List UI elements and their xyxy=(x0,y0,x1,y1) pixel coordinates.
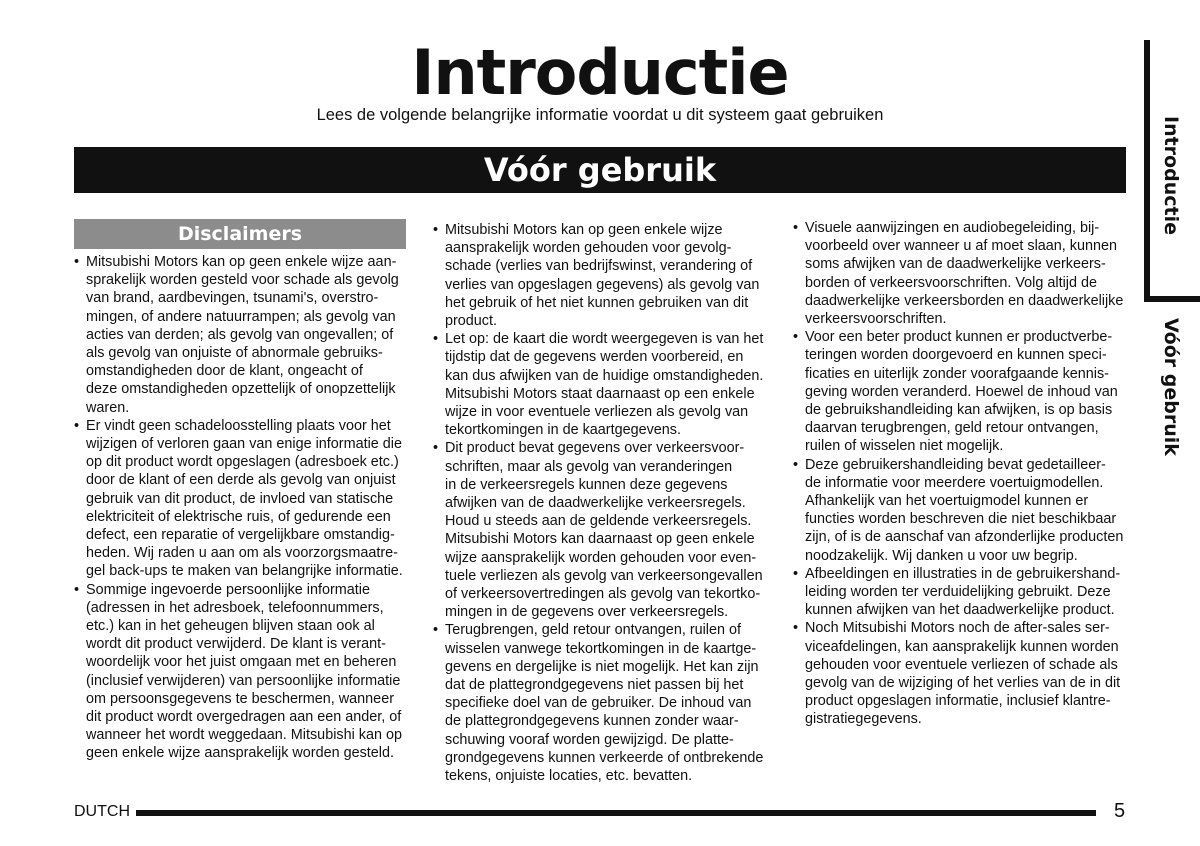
text-line: deze omstandigheden opzettelijk of onopzettelijk xyxy=(86,381,396,398)
footer-language: DUTCH xyxy=(74,803,130,820)
bullet-item xyxy=(433,439,773,621)
text-line: Afhankelijk van het voertuigmodel kunnen er xyxy=(805,493,1089,510)
text-line: heden. Wij raden u aan om als voorzorgsmaatre- xyxy=(86,545,398,562)
text-line: elektriciteit of elektrische ruis, of gedurende een xyxy=(86,508,391,525)
text-line: wanneer het wordt weggedaan. Mitsubishi kan op xyxy=(86,727,402,744)
text-line: (adressen in het adresboek, telefoonnummers, xyxy=(86,599,384,616)
column-2 xyxy=(433,221,773,785)
text-line: wisselen vanwege tekortkomingen in de kaartge- xyxy=(445,640,757,657)
text-line: wordt dit product verwijderd. De klant is verant- xyxy=(86,636,386,653)
text-line: schriften, maar als gevolg van veranderingen xyxy=(445,458,733,475)
text-line: Deze gebruikershandleiding bevat gedetailleer- xyxy=(805,456,1106,473)
column-3 xyxy=(793,219,1133,729)
text-line: tijdstip dat de gegevens werden voorbereid, en xyxy=(445,349,744,366)
text-line: kunnen afwijken van het daadwerkelijke product. xyxy=(805,602,1115,619)
text-line: Afbeeldingen en illustraties in de gebruikershand- xyxy=(805,565,1121,582)
footer-rule xyxy=(136,810,1096,816)
side-tab-voor-gebruik: Vóór gebruik xyxy=(1160,318,1182,456)
text-line: Noch Mitsubishi Motors noch de after-sales ser- xyxy=(805,620,1110,637)
text-line: als gevolg van onjuiste of abnormale gebruiks- xyxy=(86,345,383,362)
text-line: gehouden voor eventuele verliezen of schade als xyxy=(805,656,1118,673)
bullet-item xyxy=(74,581,410,763)
page-title: Introductie xyxy=(411,36,789,109)
bullet-item xyxy=(74,253,410,417)
text-line: gebruik van dit product, de invloed van statische xyxy=(86,490,394,507)
text-line: teringen worden doorgevoerd en kunnen speci- xyxy=(805,347,1107,364)
text-line: op dit product wordt opgeslagen (adresboek etc.) xyxy=(86,454,399,471)
text-line: Houd u steeds aan de geldende verkeersregels. xyxy=(445,513,752,530)
side-tab-introductie: Introductie xyxy=(1160,116,1182,235)
text-line: geving worden veranderd. Hoewel de inhoud van xyxy=(805,383,1118,400)
text-line: Visuele aanwijzingen en audiobegeleiding, bij- xyxy=(805,220,1100,236)
bullet-item xyxy=(433,621,773,785)
text-line: Let op: de kaart die wordt weergegeven is van het xyxy=(445,331,764,348)
bullet-item xyxy=(793,219,1133,328)
text-line: acties van derden; als gevolg van ongevallen; of xyxy=(86,326,394,343)
text-line: woordelijk voor het juist omgaan met en beheren xyxy=(86,654,397,671)
text-line: schuwing vooraf worden gewijzigd. De platte- xyxy=(445,731,734,748)
text-line: de plattegrondgegevens kunnen zonder waar- xyxy=(445,713,739,730)
column-1 xyxy=(74,219,410,763)
text-line: van brand, aardbevingen, tsunami's, overstro- xyxy=(86,290,379,307)
bullet-list xyxy=(793,219,1133,729)
text-line: wijze in voor eventuele verliezen als gevolg van xyxy=(445,404,749,421)
text-line: voorbeeld over wanneer u af moet slaan, kunnen xyxy=(805,238,1117,255)
text-line: gistratiegegevens. xyxy=(805,711,922,728)
text-line: product opgeslagen informatie, inclusief klantre- xyxy=(805,693,1111,710)
text-line: Sommige ingevoerde persoonlijke informatie xyxy=(86,581,370,598)
text-line: kan dus afwijken van de huidige omstandigheden. xyxy=(445,367,764,384)
text-line: verkeersvoorschriften. xyxy=(805,311,947,328)
text-line: leiding worden ter verduidelijking gebruikt. Deze xyxy=(805,584,1111,601)
text-line: sprakelijk worden gesteld voor schade als gevolg xyxy=(86,272,399,289)
text-line: mingen in de gegevens over verkeersregels. xyxy=(445,604,729,621)
text-line: gel back-ups te maken van belangrijke informatie. xyxy=(86,563,403,580)
text-line: de informatie voor meerdere voertuigmodellen. xyxy=(805,474,1104,491)
text-line: schade (verlies van bedrijfswinst, verandering of xyxy=(445,258,753,275)
text-line: Mitsubishi Motors staat daarnaast op een enkele xyxy=(445,385,755,402)
text-line: Dit product bevat gegevens over verkeersvoor- xyxy=(445,440,745,457)
text-line: mingen, of andere natuurrampen; als gevolg van xyxy=(86,308,396,325)
text-line: Mitsubishi Motors kan op geen enkele wijze xyxy=(445,222,723,238)
text-line: geen enkele wijze aansprakelijk worden gesteld. xyxy=(86,745,394,762)
bullet-item xyxy=(793,456,1133,565)
text-line: Er vindt geen schadeloosstelling plaats voor het xyxy=(86,417,391,434)
text-line: wijze aansprakelijk worden gehouden voor even- xyxy=(445,549,757,566)
text-line: omstandigheden door de klant, ongeacht of xyxy=(86,363,363,380)
text-line: dat de plattegrondgegevens niet passen bij het xyxy=(445,677,744,694)
bullet-item xyxy=(793,328,1133,455)
text-line: functies worden beschreven die niet beschikbaar xyxy=(805,511,1117,528)
text-line: daarvan terugbrengen, geld retour ontvangen, xyxy=(805,420,1099,437)
text-line: waren. xyxy=(86,399,130,416)
text-line: om persoonsgegevens te beschermen, wanneer xyxy=(86,690,394,707)
text-line: verlies van opgeslagen gegevens) als gevolg van xyxy=(445,276,760,293)
bullet-item xyxy=(793,619,1133,728)
bullet-list xyxy=(433,221,773,785)
text-line: borden of verkeersvoorschriften. Volg altijd de xyxy=(805,274,1097,291)
text-line: product. xyxy=(445,313,497,330)
bullet-item xyxy=(433,330,773,439)
text-line: gevens en dergelijke is niet mogelijk. Het kan zijn xyxy=(445,658,759,675)
text-line: aansprakelijk worden gehouden voor gevolg- xyxy=(445,240,732,257)
text-line: noodzakelijk. Wij danken u voor uw begrip. xyxy=(805,547,1078,564)
bullet-item xyxy=(74,417,410,581)
text-line: Terugbrengen, geld retour ontvangen, ruilen of xyxy=(445,622,742,639)
text-line: Voor een beter product kunnen er productverbe- xyxy=(805,329,1113,346)
side-tab-divider xyxy=(1144,296,1200,302)
page-number: 5 xyxy=(1114,800,1126,822)
text-line: zijn, of is de aanschaf van afzonderlijke producten xyxy=(805,529,1124,546)
text-line: in de verkeersregels kunnen deze gegevens xyxy=(445,476,728,493)
text-line: ruilen of wisselen niet mogelijk. xyxy=(805,438,1004,455)
text-line: de gebruikshandleiding kan afwijken, is op basis xyxy=(805,402,1113,419)
text-line: specifieke doel van de gebruiker. De inhoud van xyxy=(445,695,752,712)
bullet-item xyxy=(793,565,1133,620)
text-line: Mitsubishi Motors kan daarnaast op geen enkele xyxy=(445,531,755,548)
disclaimers-heading: Disclaimers xyxy=(74,219,406,249)
text-line: daadwerkelijke verkeersborden en daadwerkelijke xyxy=(805,292,1124,309)
text-line: tekortkomingen in de kaartgegevens. xyxy=(445,422,681,439)
text-line: het gebruik of het niet kunnen gebruiken van dit xyxy=(445,294,749,311)
text-line: tekens, onjuiste locaties, etc. bevatten. xyxy=(445,768,693,785)
text-line: afwijken van de daadwerkelijke verkeersregels. xyxy=(445,495,746,512)
side-tab-marker xyxy=(1144,40,1150,302)
text-line: tuele verliezen als gevolg van verkeersongevallen xyxy=(445,567,763,584)
text-line: viceafdelingen, kan aansprakelijk kunnen worden xyxy=(805,638,1119,655)
text-line: defect, een reparatie of vergelijkbare omstandig- xyxy=(86,527,395,544)
text-line: door de klant of een derde als gevolg van onjuist xyxy=(86,472,396,489)
section-banner: Vóór gebruik xyxy=(74,147,1126,193)
text-line: gevolg van de wijziging of het verlies van de in dit xyxy=(805,675,1121,692)
text-line: of verkeersovertredingen als gevolg van tekortko- xyxy=(445,586,761,603)
text-line: grondgegevens kunnen verkeerde of ontbrekende xyxy=(445,749,764,766)
bullet-item xyxy=(433,221,773,330)
text-line: etc.) kan in het geheugen blijven staan ook al xyxy=(86,618,375,635)
text-line: dit product wordt overgedragen aan een ander, of xyxy=(86,709,402,726)
text-line: soms afwijken van de daadwerkelijke verkeers- xyxy=(805,256,1106,273)
page-subtitle: Lees de volgende belangrijke informatie voordat u dit systeem gaat gebruiken xyxy=(316,106,884,124)
text-line: (inclusief verwijderen) van persoonlijke informatie xyxy=(86,672,401,689)
bullet-list xyxy=(74,253,410,763)
text-line: ficaties en uiterlijk zonder voorafgaande kennis- xyxy=(805,365,1109,382)
text-line: Mitsubishi Motors kan op geen enkele wijze aan- xyxy=(86,254,397,270)
text-line: wijzigen of verloren gaan van enige informatie die xyxy=(86,436,402,453)
